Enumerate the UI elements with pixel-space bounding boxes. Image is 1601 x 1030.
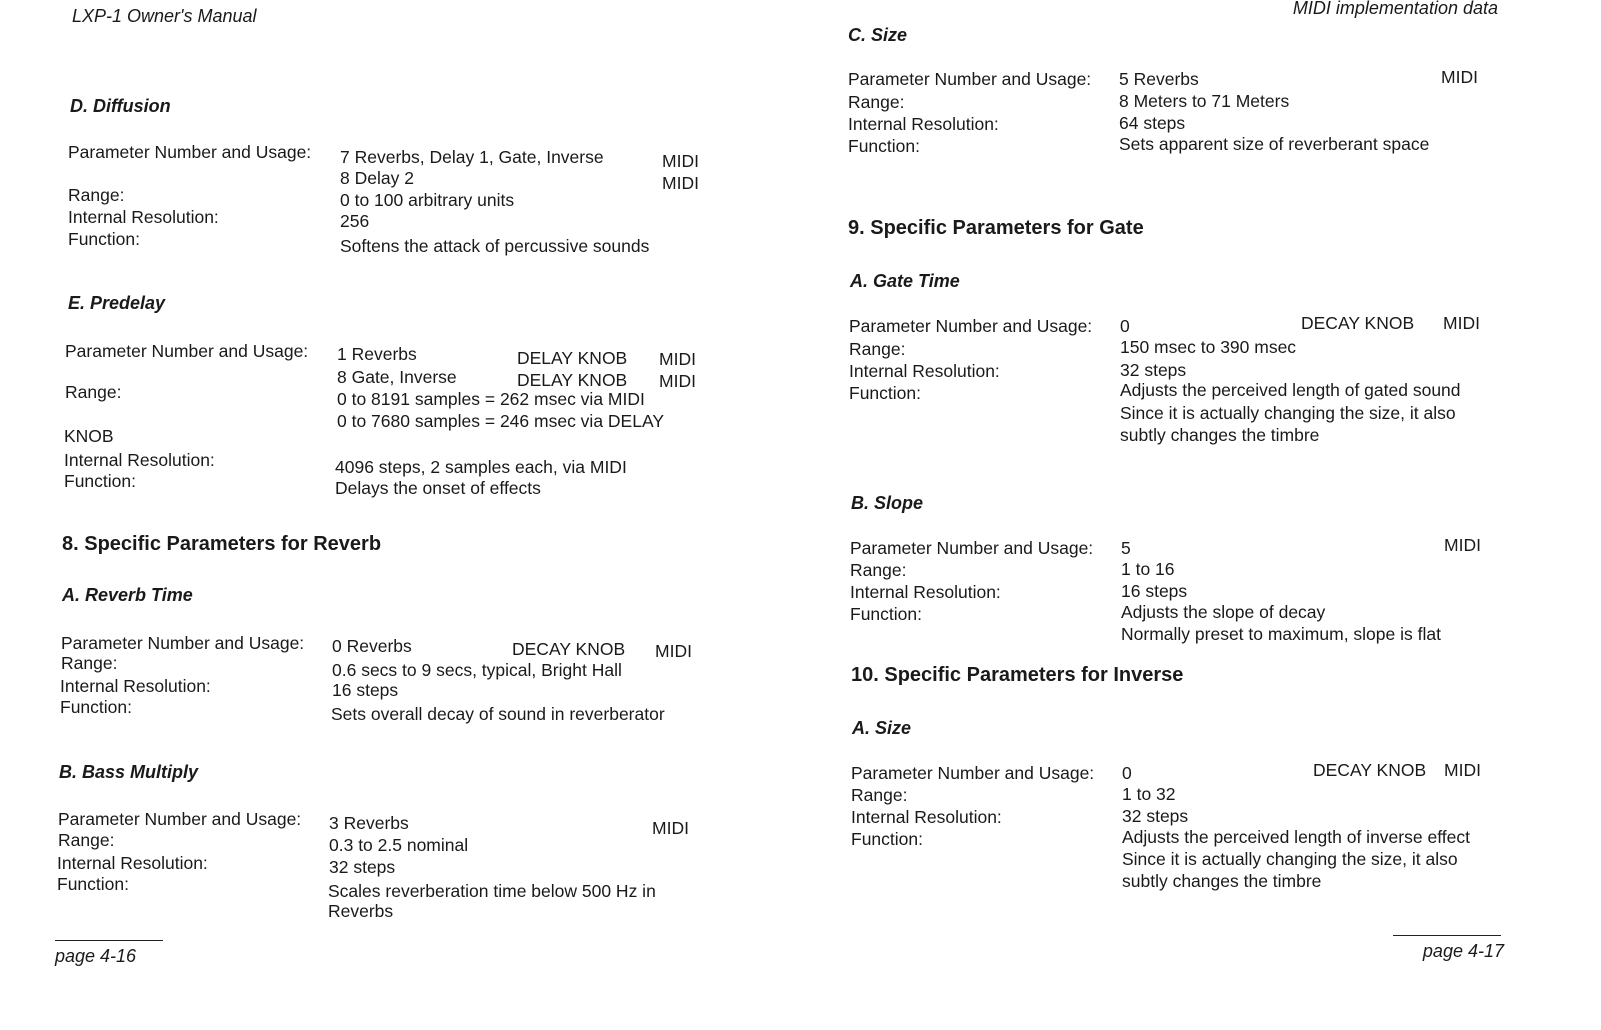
subsection-title: D. Diffusion [70, 96, 171, 116]
midi-tag: MIDI [1444, 760, 1481, 780]
footer-rule [55, 940, 163, 941]
midi-tag: MIDI [662, 173, 699, 193]
knob-tag: DELAY KNOB [517, 370, 628, 390]
midi-tag: MIDI [655, 641, 692, 661]
param-label: Range: [849, 339, 906, 359]
param-label: Range: [850, 560, 907, 580]
param-label: Internal Resolution: [64, 450, 215, 470]
param-label: Range: [68, 185, 125, 205]
param-value: 0.3 to 2.5 nominal [329, 835, 469, 855]
param-value: 0 to 100 arbitrary units [340, 190, 515, 210]
param-label: Function: [850, 604, 922, 624]
midi-tag: MIDI [1441, 67, 1478, 87]
param-value: 256 [340, 211, 370, 231]
param-label: Function: [849, 383, 921, 403]
param-value: 8 Delay 2 [340, 168, 414, 188]
param-value: Softens the attack of percussive sounds [340, 236, 650, 256]
midi-tag: MIDI [1443, 313, 1480, 333]
param-label: Function: [64, 471, 136, 491]
knob-tag: DECAY KNOB [512, 639, 626, 659]
param-value: 32 steps [1120, 360, 1187, 380]
param-value: 8 Meters to 71 Meters [1119, 91, 1290, 111]
param-label: Range: [61, 653, 118, 673]
param-label: Internal Resolution: [851, 807, 1002, 827]
param-value: 7 Reverbs, Delay 1, Gate, Inverse [340, 147, 604, 167]
param-value: 1 to 32 [1122, 784, 1176, 804]
knob-tag: DECAY KNOB [1301, 313, 1415, 333]
param-value: Adjusts the slope of decay [1121, 602, 1326, 622]
param-value: Since it is actually changing the size, it also [1122, 849, 1458, 869]
param-label: Function: [68, 229, 140, 249]
param-value: 5 Reverbs [1119, 69, 1199, 89]
param-label: Parameter Number and Usage: [65, 341, 309, 361]
midi-tag: MIDI [652, 818, 689, 838]
param-value: Scales reverberation time below 500 Hz in [328, 881, 656, 901]
param-label: Internal Resolution: [850, 582, 1001, 602]
param-value: 150 msec to 390 msec [1120, 337, 1297, 357]
param-label: Internal Resolution: [848, 114, 999, 134]
param-label: Parameter Number and Usage: [848, 69, 1092, 89]
param-value: 0 [1120, 316, 1130, 336]
param-label: KNOB [64, 426, 114, 446]
param-value: 0 [1122, 763, 1132, 783]
param-value: 3 Reverbs [329, 813, 409, 833]
midi-tag: MIDI [662, 151, 699, 171]
section-heading: 10. Specific Parameters for Inverse [851, 664, 1184, 686]
page-number-left: page 4-16 [55, 946, 137, 966]
param-value: 32 steps [1122, 806, 1189, 826]
param-value: Adjusts the perceived length of gated sound [1120, 380, 1461, 400]
param-label: Internal Resolution: [68, 207, 219, 227]
param-label: Parameter Number and Usage: [68, 142, 312, 162]
param-value: Normally preset to maximum, slope is flat [1121, 624, 1441, 644]
subsection-title: A. Size [852, 718, 912, 738]
param-value: 16 steps [332, 680, 399, 700]
midi-tag: MIDI [659, 349, 696, 369]
param-label: Internal Resolution: [60, 676, 211, 696]
param-value: 0 to 7680 samples = 246 msec via DELAY [337, 411, 665, 431]
param-value: 0.6 secs to 9 secs, typical, Bright Hall [332, 660, 622, 680]
param-value: subtly changes the timbre [1120, 425, 1320, 445]
param-label: Function: [60, 697, 132, 717]
param-label: Function: [848, 136, 920, 156]
param-value: Reverbs [328, 901, 394, 921]
running-header-right: MIDI implementation data [1292, 0, 1498, 18]
param-value: Since it is actually changing the size, it also [1120, 403, 1456, 423]
section-heading: 8. Specific Parameters for Reverb [62, 533, 382, 555]
param-label: Function: [57, 874, 129, 894]
param-value: 16 steps [1121, 581, 1188, 601]
subsection-title: B. Bass Multiply [59, 762, 199, 782]
param-value: 0 Reverbs [332, 636, 412, 656]
param-value: 5 [1121, 538, 1131, 558]
param-label: Range: [848, 92, 905, 112]
param-label: Range: [851, 785, 908, 805]
param-label: Parameter Number and Usage: [58, 809, 302, 829]
param-value: 8 Gate, Inverse [337, 367, 457, 387]
param-label: Range: [65, 382, 122, 402]
section-heading: 9. Specific Parameters for Gate [848, 217, 1144, 239]
knob-tag: DECAY KNOB [1313, 760, 1427, 780]
param-value: 32 steps [329, 857, 396, 877]
knob-tag: DELAY KNOB [517, 348, 628, 368]
param-value: Sets apparent size of reverberant space [1119, 134, 1430, 154]
midi-tag: MIDI [659, 371, 696, 391]
param-value: 64 steps [1119, 113, 1186, 133]
subsection-title: A. Gate Time [850, 271, 960, 291]
param-label: Function: [851, 829, 923, 849]
param-value: 1 Reverbs [337, 344, 417, 364]
subsection-title: A. Reverb Time [62, 585, 193, 605]
param-value: 1 to 16 [1121, 559, 1175, 579]
param-label: Internal Resolution: [57, 853, 208, 873]
param-label: Parameter Number and Usage: [849, 316, 1093, 336]
param-label: Range: [58, 830, 115, 850]
param-value: 4096 steps, 2 samples each, via MIDI [335, 457, 627, 477]
param-value: 0 to 8191 samples = 262 msec via MIDI [337, 389, 645, 409]
param-value: subtly changes the timbre [1122, 871, 1322, 891]
param-label: Parameter Number and Usage: [850, 538, 1094, 558]
subsection-title: B. Slope [851, 493, 924, 513]
param-value: Sets overall decay of sound in reverberator [331, 704, 665, 724]
page-number-right: page 4-17 [1422, 941, 1504, 961]
param-label: Internal Resolution: [849, 361, 1000, 381]
midi-tag: MIDI [1444, 535, 1481, 555]
param-label: Parameter Number and Usage: [61, 633, 305, 653]
footer-rule [1393, 935, 1501, 936]
running-header-left: LXP-1 Owner's Manual [72, 6, 257, 26]
param-value: Adjusts the perceived length of inverse effect [1122, 827, 1470, 847]
subsection-title: E. Predelay [68, 293, 166, 313]
param-value: Delays the onset of effects [335, 478, 541, 498]
param-label: Parameter Number and Usage: [851, 763, 1095, 783]
subsection-title: C. Size [848, 25, 908, 45]
